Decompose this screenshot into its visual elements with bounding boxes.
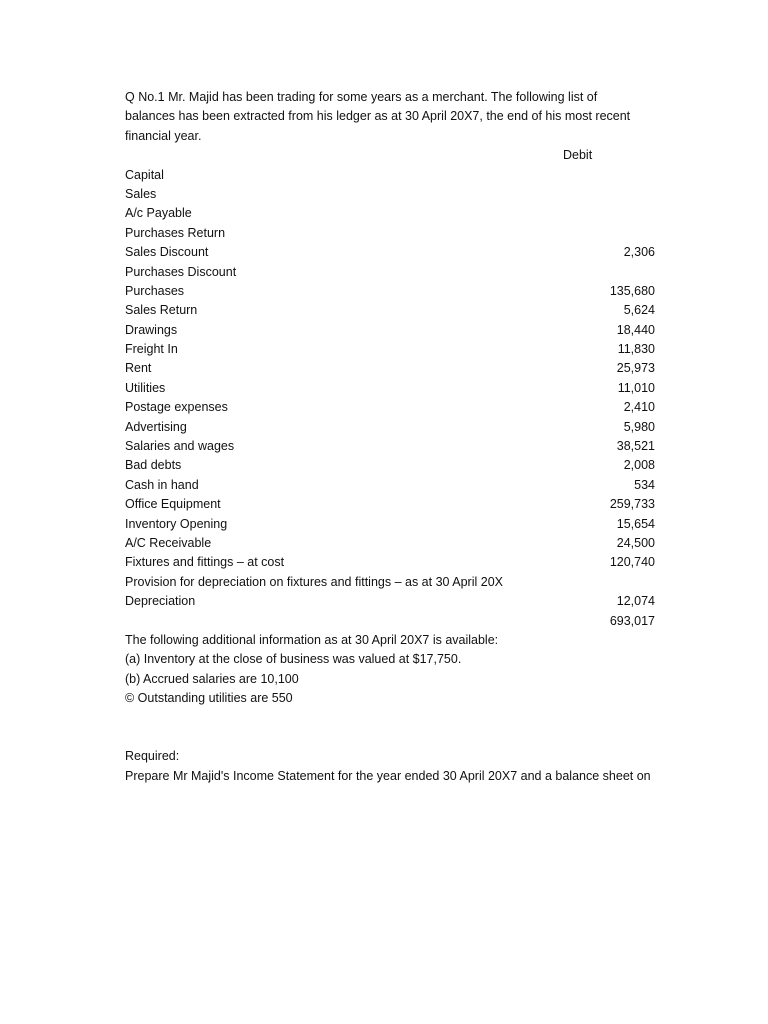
table-row [125, 495, 685, 514]
table-row [125, 166, 685, 185]
table-row [125, 185, 685, 204]
table-row [125, 321, 685, 340]
row-label: Inventory Opening [125, 516, 228, 531]
table-row [125, 592, 685, 611]
row-amount: 135,680 [609, 283, 655, 298]
trial-balance-table [125, 166, 685, 631]
debit-column-header [125, 146, 685, 165]
table-row [125, 437, 685, 456]
row-label: Sales [125, 186, 157, 201]
row-label: A/c Payable [125, 206, 192, 221]
additional-line: The following additional information as at 30 April 20X7 is available: [125, 632, 499, 647]
row-label: Salaries and wages [125, 439, 235, 454]
row-amount: 18,440 [616, 322, 655, 337]
document-body [125, 88, 685, 786]
row-label: Sales Return [125, 303, 198, 318]
row-amount: 2,410 [623, 400, 655, 415]
additional-information [125, 631, 685, 709]
question-line: Q No.1 Mr. Majid has been trading for some years as a merchant. The following list of [125, 90, 598, 104]
table-row [125, 534, 685, 553]
row-amount: 5,980 [623, 419, 655, 434]
table-row [125, 359, 685, 378]
row-amount: 2,306 [623, 245, 655, 260]
row-amount: 5,624 [623, 303, 655, 318]
table-row [125, 573, 685, 592]
required-section [125, 747, 685, 786]
row-amount: 534 [634, 477, 655, 492]
row-label: Depreciation [125, 594, 196, 609]
additional-line: © Outstanding utilities are 550 [125, 691, 293, 706]
row-label: Fixtures and fittings – at cost [125, 555, 285, 570]
row-label: Purchases Return [125, 225, 226, 240]
row-amount: 2,008 [623, 458, 655, 473]
question-line: balances has been extracted from his ledger as at 30 April 20X7, the end of his most recent [125, 109, 631, 124]
row-amount: 15,654 [616, 516, 655, 531]
table-row [125, 224, 685, 243]
row-amount: 25,973 [616, 361, 655, 376]
table-row [125, 476, 685, 495]
table-row [125, 263, 685, 282]
additional-line: (a) Inventory at the close of business was valued at $17,750. [125, 652, 462, 667]
row-label: Capital [125, 167, 164, 182]
row-amount: 11,830 [617, 342, 655, 357]
row-amount: 120,740 [609, 555, 655, 570]
table-row [125, 553, 685, 572]
row-label: Advertising [125, 419, 187, 434]
row-label: Utilities [125, 380, 166, 395]
required-text: Prepare Mr Majid's Income Statement for the year ended 30 April 20X7 and a balance sheet on [125, 768, 651, 783]
total-row [125, 612, 685, 631]
additional-line: (b) Accrued salaries are 10,100 [125, 671, 299, 686]
table-row [125, 282, 685, 301]
table-row [125, 301, 685, 320]
question-line: financial year. [125, 128, 202, 143]
row-label: Cash in hand [125, 477, 199, 492]
row-amount: 11,010 [617, 380, 655, 395]
row-label: Provision for depreciation on fixtures and fittings – as at 30 April 20X [125, 574, 503, 589]
table-row [125, 243, 685, 262]
table-row [125, 398, 685, 417]
row-label: Postage expenses [125, 400, 228, 415]
row-amount: 24,500 [616, 535, 655, 550]
total-amount: 693,017 [609, 613, 655, 628]
row-label: Purchases Discount [125, 264, 237, 279]
row-label: Office Equipment [125, 497, 221, 512]
table-row [125, 340, 685, 359]
row-label: Purchases [125, 283, 185, 298]
row-amount: 259,733 [609, 497, 655, 512]
question-paragraph [125, 88, 685, 146]
debit-header-label: Debit [563, 148, 593, 163]
table-row [125, 456, 685, 475]
row-amount: 38,521 [616, 439, 655, 454]
row-label: Drawings [125, 322, 178, 337]
table-row [125, 515, 685, 534]
table-row [125, 204, 685, 223]
row-label: Sales Discount [125, 245, 209, 260]
table-row [125, 418, 685, 437]
row-label: Freight In [125, 342, 178, 357]
table-row [125, 379, 685, 398]
row-label: Rent [125, 361, 152, 376]
required-heading: Required: [125, 749, 180, 764]
row-label: A/C Receivable [125, 535, 212, 550]
row-label: Bad debts [125, 458, 182, 473]
row-amount: 12,074 [616, 594, 655, 609]
